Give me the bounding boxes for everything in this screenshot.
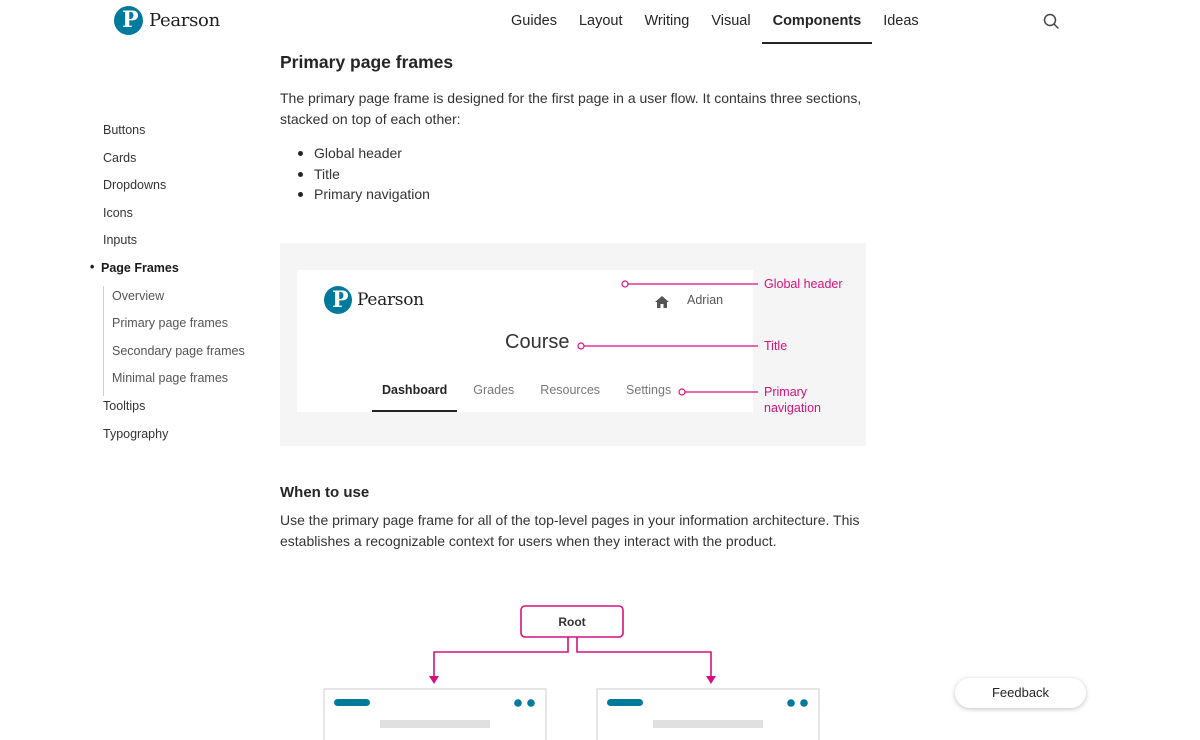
list-item: Global header [298,143,430,164]
sidebar-item-page-frames[interactable] [90,258,260,286]
sidebar-item-tooltips[interactable]: Tooltips [103,398,146,413]
subnav-secondary-page-frames[interactable]: Secondary page frames [112,343,245,358]
page-title: Primary page frames [280,52,454,72]
mock-user-name: Adrian [687,293,724,307]
sidebar-item-label: Page Frames [101,260,179,275]
callout-primary-navigation-line2: navigation [764,401,821,415]
top-navigation [500,0,930,44]
mock-course-title: Course [505,331,570,353]
nav-visual[interactable]: Visual [711,13,751,29]
search-icon[interactable] [1041,11,1061,31]
nav-guides[interactable]: Guides [511,13,557,29]
child-page-right [597,689,819,740]
pearson-wordmark: Pearson [149,10,220,31]
mock-tab-grades: Grades [473,383,515,397]
child-page-left [324,689,546,740]
active-bullet: • [90,259,95,274]
root-label: Root [558,615,586,629]
sidebar-item-typography[interactable]: Typography [103,426,169,441]
subnav-overview[interactable]: Overview [112,288,165,303]
root-node [521,606,623,637]
list-item: Primary navigation [298,184,430,205]
connector-lines [434,637,711,678]
pearson-logo-icon: P [324,286,352,314]
when-to-use-paragraph: Use the primary page frame for all of the top-level pages in your information architecture. This establishes a recognizable context for users when they interact with the product. [280,512,860,549]
subnav-minimal-page-frames[interactable]: Minimal page frames [112,371,229,386]
sidebar-item-icons[interactable]: Icons [103,205,133,220]
pearson-wordmark: Pearson [357,290,424,310]
root-hierarchy-diagram [300,600,860,740]
pearson-logo-icon: P [114,6,143,35]
when-to-use-heading: When to use [280,484,370,501]
callout-global-header: Global header [764,277,843,291]
sidebar-item-buttons[interactable]: Buttons [103,123,146,137]
sections-list [298,143,430,205]
sidebar-item-inputs[interactable]: Inputs [103,233,138,248]
sidebar-item-cards[interactable]: Cards [103,150,137,165]
mock-tab-settings: Settings [626,383,672,397]
page-frame-illustration [280,243,866,446]
feedback-button[interactable]: Feedback [955,678,1086,708]
intro-paragraph: The primary page frame is designed for the first page in a user flow. It contains three sections, stacked on top of each other: [280,90,862,127]
nav-ideas[interactable]: Ideas [883,13,919,29]
arrow-heads [429,676,716,684]
mock-tab-dashboard: Dashboard [372,375,457,412]
callout-title: Title [764,339,788,353]
sidebar [90,120,260,451]
pearson-logo[interactable] [114,5,220,36]
page-frames-subnav [103,286,260,396]
mock-tab-resources: Resources [540,383,601,397]
callout-primary-navigation-line1: Primary [764,385,808,399]
subnav-primary-page-frames[interactable]: Primary page frames [112,316,229,331]
nav-layout[interactable]: Layout [578,13,623,29]
list-item: Title [298,164,430,185]
nav-writing[interactable]: Writing [644,13,690,29]
sidebar-item-dropdowns[interactable]: Dropdowns [103,178,167,193]
nav-components[interactable]: Components [762,0,873,44]
